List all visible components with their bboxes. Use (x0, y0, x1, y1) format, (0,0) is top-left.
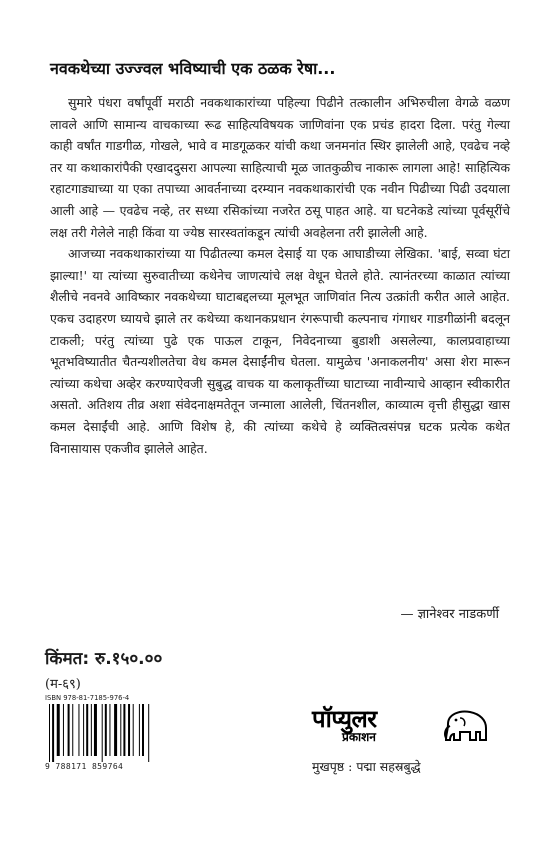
catalog-code: (म-६९) (45, 677, 81, 692)
blurb-text (50, 92, 510, 459)
isbn-label: ISBN 978-81-7185-976-4 (45, 694, 130, 702)
barcode-icon (45, 704, 195, 762)
publisher-logo (312, 706, 502, 750)
blurb-paragraph-1: सुमारे पंधरा वर्षांपूर्वी मराठी नवकथाकारांच्या पहिल्या पिढीने तत्कालीन अभिरुचीला वेगळे वळण लावले आणि सामान्य वाचकाच्या रूढ साहित्यविषयक जाणिवांना एक प्रचंड हादरा दिला. परंतु गेल्या काही वर्षांत गाडगीळ, गोखले, भावे व माडगूळकर यांची कथा जनमनांत स्थिर झालेली आहे, एवढेच नव्हे तर या कथाकारांपैकी एखाददुसरा आपल्या साहित्याची मूळ जातकुळीच नाकारू लागला आहे! साहित्यिक रहाटगाड्याच्या या एका तपाच्या आवर्तनाच्या दरम्यान नवकथाकारांची एक नवीन पिढीच्या पिढी उदयाला आली आहे — एवढेच नव्हे, तर सध्या रसिकांच्या नजरेत ठसू पाहत आहे. या घटनेकडे त्यांच्या पूर्वसूरींचे लक्ष तरी गेलेले नाही किंवा या ज्येष्ठ सारस्वतांकडून त्यांची अवहेलना तरी झालेली आहे. (50, 95, 510, 240)
barcode-block (45, 694, 197, 778)
blurb-signature: — ज्ञानेश्वर नाडकर्णी (400, 607, 499, 622)
price-label: किंमत: रु.१५०.०० (45, 649, 163, 669)
publisher-name: पॉप्युलर (312, 705, 377, 733)
blurb-paragraph-2: आजच्या नवकथाकारांच्या या पिढीतल्या कमल देसाई या एक आघाडीच्या लेखिका. 'बाई, सव्वा घंटा झाल्या!' या त्यांच्या सुरुवातीच्या कथेनेच जाणत्यांचे लक्ष वेधून घेतले होते. त्यानंतरच्या काळात त्यांच्या शैलीचे नवनवे आविष्कार नवकथेच्या घाटाबद्दलच्या मूलभूत जाणिवांत नित्य उत्क्रांती करीत आले आहेत. एकच उदाहरण घ्यायचे झाले तर कथेच्या कथानकप्रधान रंगरूपाची कल्पनाच गंगाधर गाडगीळांनी बदलून टाकली; परंतु त्यांच्या पुढे एक पाऊल टाकून, निवेदनाच्या बुडाशी असलेल्या, कालप्रवाहाच्या भूतभविष्यातीत चैतन्यशीलतेचा वेध कमल देसाईंनीच घेतला. यामुळेच 'अनाकलनीय' असा शेरा मारून त्यांच्या कथेचा अव्हेर करण्याऐवजी सुबुद्ध वाचक या कलाकृतींच्या घाटाच्या नावीन्याचे आव्हान स्वीकारीत असतो. अतिशय तीव्र अशा संवेदनाक्षमतेतून जन्माला आलेली, चिंतनशील, काव्यात्म वृत्ती हीसुद्धा खास कमल देसाईंची आहे. आणि विशेष हे, की त्यांच्या कथेचे हे व्यक्तित्वसंपन्न घटक प्रत्येक कथेत विनासायास एकजीव झालेले आहेत. (50, 246, 510, 456)
elephant-icon (442, 708, 490, 746)
publisher-subtitle: प्रकाशन (342, 730, 376, 744)
barcode-number: 9 788171 859764 (45, 762, 124, 771)
blurb-heading: नवकथेच्या उज्ज्वल भविष्याची एक ठळक रेषा... (50, 59, 336, 78)
cover-credit: मुखपृष्ठ : पद्मा सहस्रबुद्धे (312, 759, 421, 774)
